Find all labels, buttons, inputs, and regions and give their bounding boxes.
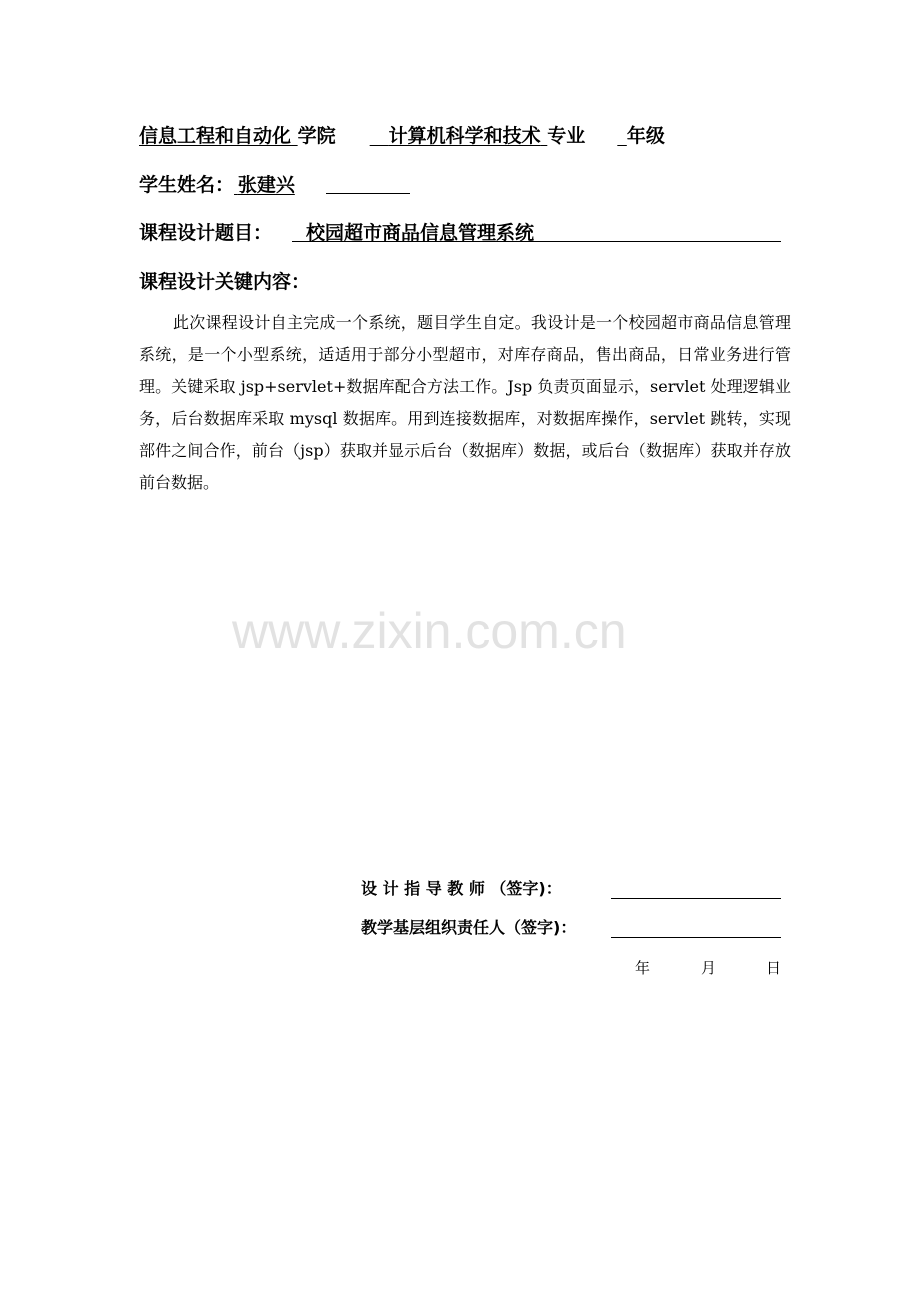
leader-signature-line (611, 937, 781, 938)
major-name: 计算机科学和技术 (388, 125, 541, 147)
student-name-label: 学生姓名： (139, 174, 235, 196)
student-name-value: 张建兴 (237, 174, 295, 196)
advisor-signature-label: 设 计 指 导 教 师 （签字)： (361, 879, 562, 898)
date-year: 年 (635, 959, 651, 977)
date-month: 月 (701, 959, 717, 977)
grade-blank (617, 125, 627, 147)
content-paragraph: 此次课程设计自主完成一个系统，题目学生自定。我设计是一个校园超市商品信息管理系统，是一个小型系统，适适用于部分小型超市，对库存商品，售出商品，日常业务进行管理。关键采取 jsp+servlet+数据库配合方法工作。Jsp 负责页面显示，servlet 处理逻辑业务，后台数据库采取 mysql 数据库。用到连接数据库，对数据库操作，servlet 跳转，实现部件之间合作，前台（jsp）获取并显示后台（数据库）数据，或后台（数据库）获取并存放前台数据。 (139, 313, 791, 492)
college-suffix: 学院 (297, 125, 336, 147)
content-heading: 课程设计关键内容： (139, 271, 311, 293)
student-line (139, 173, 295, 197)
student-name-underline (326, 193, 410, 194)
college-name: 信息工程和自动化 (139, 125, 292, 147)
college-major-line (139, 124, 665, 148)
topic-underline (292, 241, 781, 242)
major-suffix: 专业 (547, 125, 586, 147)
grade-suffix: 年级 (626, 125, 665, 147)
watermark: www.zixin.com.cn (232, 603, 627, 659)
advisor-signature-line (611, 898, 781, 899)
topic-title: 校园超市商品信息管理系统 (306, 222, 535, 244)
topic-label: 课程设计题目： (139, 222, 273, 244)
date-day: 日 (766, 959, 782, 977)
leader-signature-label: 教学基层组织责任人（签字)： (361, 918, 577, 937)
